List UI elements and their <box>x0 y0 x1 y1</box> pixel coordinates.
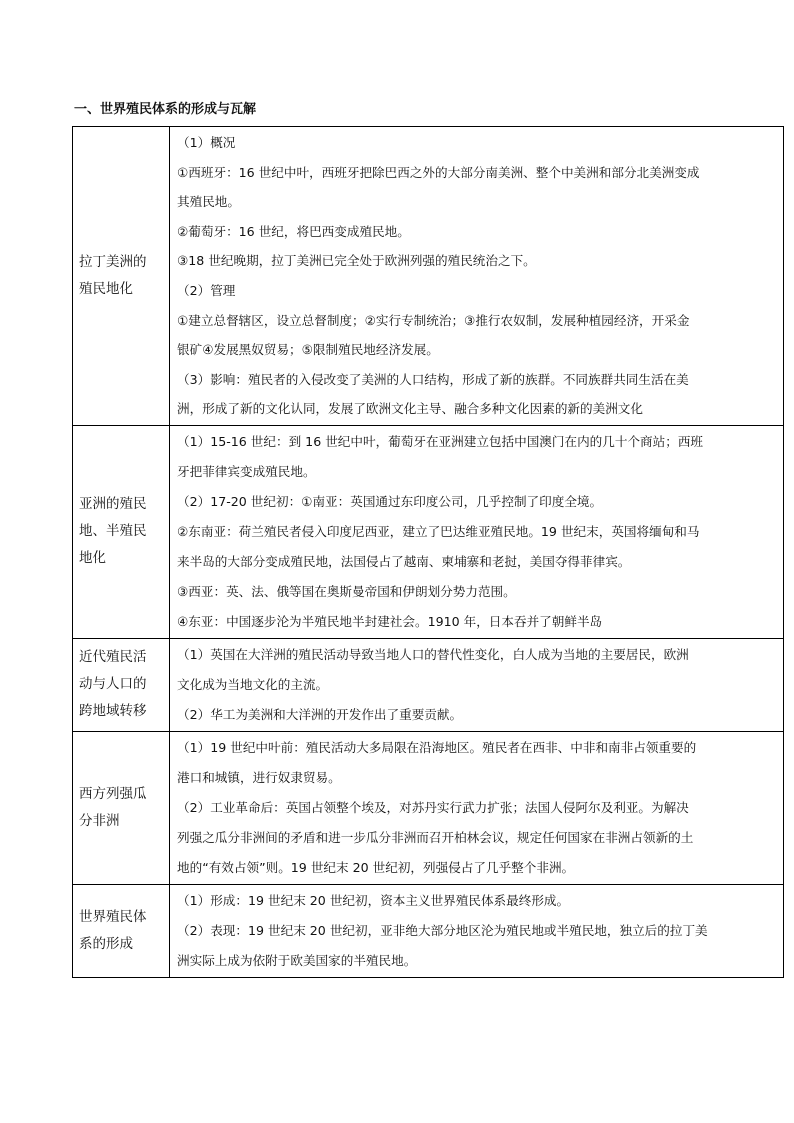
topic-cell <box>73 127 170 426</box>
content-line: 洲实际上成为依附于欧美国家的半殖民地。 <box>177 952 417 968</box>
content-cell <box>170 638 784 731</box>
content-line: 牙把菲律宾变成殖民地。 <box>177 463 316 479</box>
topic-line: 地化 <box>79 550 106 567</box>
content-line: （2）华工为美洲和大洋洲的开发作出了重要贡献。 <box>177 706 463 722</box>
topic-line: 动与人口的 <box>79 676 147 693</box>
content-line: （1）英国在大洋洲的殖民活动导致当地人口的替代性变化，白人成为当地的主要居民，欧洲 <box>177 646 689 662</box>
topic-line: 世界殖民体 <box>79 908 147 925</box>
content-line: 文化成为当地文化的主流。 <box>177 676 329 692</box>
topic-cell <box>73 425 170 638</box>
table-row-latin-america <box>73 127 784 426</box>
content-line: 列强之瓜分非洲间的矛盾和进一步瓜分非洲而召开柏林会议，规定任何国家在非洲占领新的土 <box>177 829 694 845</box>
content-line: 来半岛的大部分变成殖民地，法国侵占了越南、柬埔寨和老挝，美国夺得菲律宾。 <box>177 553 631 569</box>
topic-line: 地、半殖民 <box>79 523 147 540</box>
content-line: （2）工业革命后：英国占领整个埃及，对苏丹实行武力扩张；法国人侵阿尔及利亚。为解决 <box>177 799 689 815</box>
content-cell <box>170 425 784 638</box>
topic-line: 殖民地化 <box>79 280 133 297</box>
content-cell <box>170 884 784 977</box>
content-line: ①建立总督辖区，设立总督制度；②实行专制统治；③推行农奴制，发展种植园经济，开采金 <box>177 312 690 328</box>
content-line: （2）表现：19 世纪末 20 世纪初，亚非绝大部分地区沦为殖民地或半殖民地，独立后的拉丁美 <box>177 922 708 938</box>
content-cell <box>170 127 784 426</box>
content-line: ③西亚：英、法、俄等国在奥斯曼帝国和伊朗划分势力范围。 <box>177 583 516 599</box>
content-line: 洲，形成了新的文化认同，发展了欧洲文化主导、融合多种文化因素的新的美洲文化 <box>177 401 643 417</box>
content-line: ④东亚：中国逐步沦为半殖民地半封建社会。1910 年，日本吞并了朝鲜半岛 <box>177 613 603 629</box>
content-line: （1）15-16 世纪：到 16 世纪中叶，葡萄牙在亚洲建立包括中国澳门在内的几十个商站；西班 <box>177 433 704 449</box>
content-line: （2）管理 <box>177 282 236 298</box>
content-line: （1）概况 <box>177 135 236 150</box>
topic-cell <box>73 731 170 884</box>
topic-line: 西方列强瓜 <box>79 785 147 802</box>
topic-line: 拉丁美洲的 <box>79 253 147 270</box>
content-line: 地的“有效占领”则。19 世纪末 20 世纪初，列强侵占了几乎整个非洲。 <box>177 859 575 875</box>
table-row-partition-of-africa <box>73 731 784 884</box>
content-line: （1）19 世纪中叶前：殖民活动大多局限在沿海地区。殖民者在西非、中非和南非占领重要的 <box>177 739 697 755</box>
content-line: 银矿④发展黑奴贸易；⑤限制殖民地经济发展。 <box>177 342 439 358</box>
topic-line: 系的形成 <box>79 935 133 952</box>
section-title: 一、世界殖民体系的形成与瓦解 <box>74 102 257 117</box>
content-cell <box>170 731 784 884</box>
content-line: ②东南亚：荷兰殖民者侵入印度尼西亚，建立了巴达维亚殖民地。19 世纪末，英国将缅甸和马 <box>177 523 700 539</box>
table-row-asia <box>73 425 784 638</box>
content-line: （1）形成：19 世纪末 20 世纪初，资本主义世界殖民体系最终形成。 <box>177 892 570 908</box>
content-line: 港口和城镇，进行奴隶贸易。 <box>177 769 341 785</box>
table-row-colonial-system-formation <box>73 884 784 977</box>
content-line: 其殖民地。 <box>177 194 240 210</box>
topic-cell <box>73 884 170 977</box>
content-line: ①西班牙：16 世纪中叶，西班牙把除巴西之外的大部分南美洲、整个中美洲和部分北美洲变成 <box>177 164 700 180</box>
topic-line: 近代殖民活 <box>79 649 147 666</box>
colonial-system-table <box>72 126 784 978</box>
content-line: ②葡萄牙：16 世纪，将巴西变成殖民地。 <box>177 223 410 239</box>
topic-line: 跨地域转移 <box>79 703 147 720</box>
topic-cell <box>73 638 170 731</box>
topic-line: 分非洲 <box>79 812 120 829</box>
topic-line: 亚洲的殖民 <box>79 496 147 513</box>
content-line: （2）17-20 世纪初：①南亚：英国通过东印度公司，几乎控制了印度全境。 <box>177 493 603 509</box>
content-line: （3）影响：殖民者的入侵改变了美洲的人口结构，形成了新的族群。不同族群共同生活在美 <box>177 371 689 387</box>
content-line: ③18 世纪晚期，拉丁美洲已完全处于欧洲列强的殖民统治之下。 <box>177 253 536 269</box>
table-row-population-transfer <box>73 638 784 731</box>
